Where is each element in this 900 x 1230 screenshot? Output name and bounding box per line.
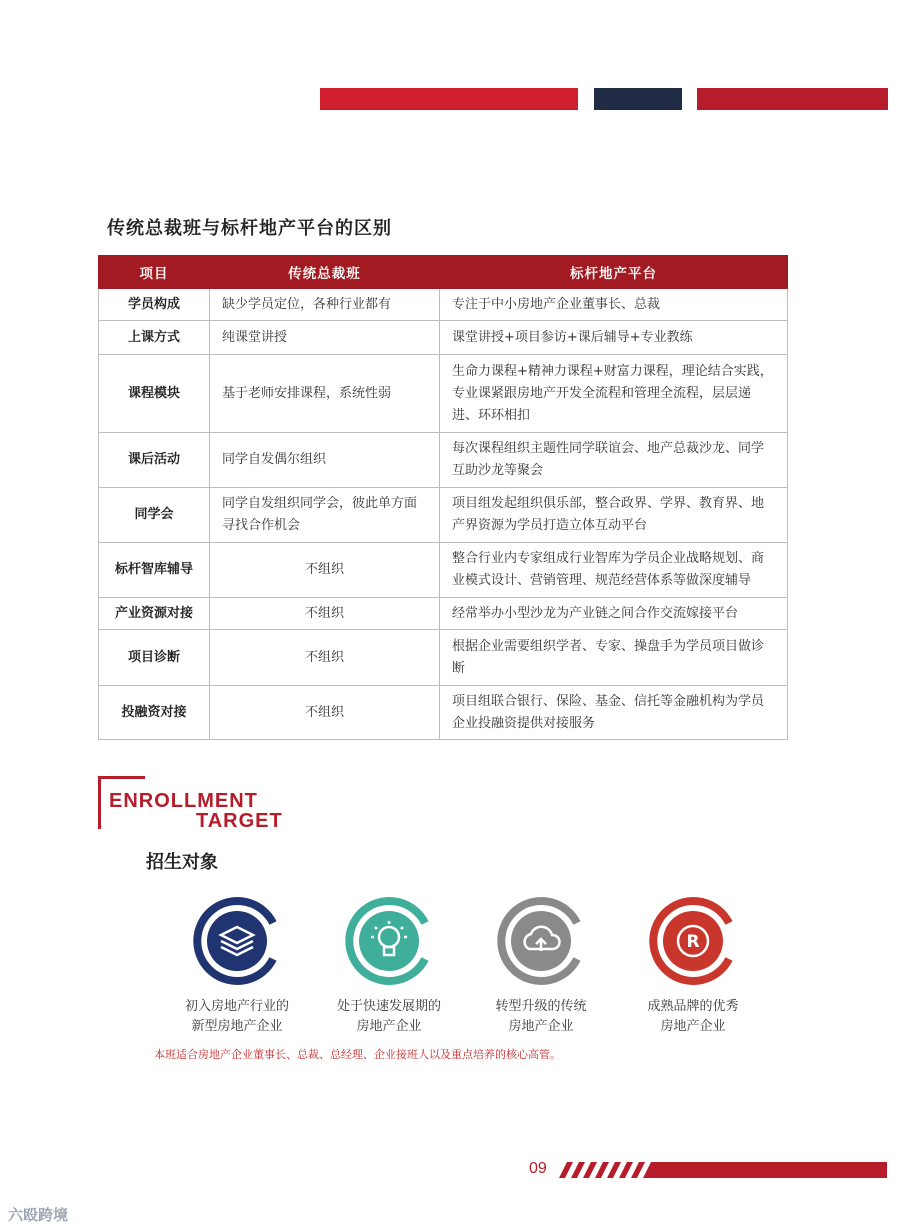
layers-icon	[189, 893, 285, 989]
row-benchmark: 课堂讲授+项目参访+课后辅导+专业教练	[440, 321, 788, 355]
row-benchmark: 项目组发起组织俱乐部，整合政界、学界、教育界、地产界资源为学员打造立体互动平台	[440, 488, 788, 543]
row-traditional: 不组织	[210, 686, 440, 740]
header-bar-red	[320, 88, 578, 110]
row-traditional: 同学自发偶尔组织	[210, 433, 440, 488]
table-header-row	[99, 256, 788, 289]
row-item: 产业资源对接	[99, 598, 210, 630]
row-item: 课程模块	[99, 355, 210, 433]
header-bar-navy	[594, 88, 682, 110]
watermark-text: 六殴跨境	[8, 1206, 69, 1224]
table-row	[99, 598, 788, 630]
enrollment-heading-cn: 招生对象	[146, 852, 218, 873]
target-label-2: 房地产企业	[356, 1019, 422, 1034]
row-traditional: 不组织	[210, 630, 440, 686]
target-label-2: 房地产企业	[508, 1019, 574, 1034]
table-row	[99, 433, 788, 488]
row-traditional: 不组织	[210, 598, 440, 630]
row-benchmark: 生命力课程+精神力课程+财富力课程，理论结合实践，专业课紧跟房地产开发全流程和管理全流程，层层递进、环环相扣	[440, 355, 788, 433]
comparison-table	[98, 255, 788, 740]
row-item: 课后活动	[99, 433, 210, 488]
page-number: 09	[529, 1160, 547, 1177]
header-traditional: 传统总裁班	[210, 256, 440, 289]
table-row	[99, 488, 788, 543]
svg-text:R: R	[686, 932, 700, 952]
target-item	[476, 893, 606, 1037]
row-item: 同学会	[99, 488, 210, 543]
lightbulb-icon	[341, 893, 437, 989]
table-row	[99, 543, 788, 598]
enrollment-heading-en-2: TARGET	[196, 810, 283, 832]
header-item: 项目	[99, 256, 210, 289]
row-traditional: 基于老师安排课程，系统性弱	[210, 355, 440, 433]
section-title: 传统总裁班与标杆地产平台的区别	[107, 218, 392, 239]
enrollment-frame-edge	[98, 776, 101, 828]
target-item	[324, 893, 454, 1037]
enrollment-note: 本班适合房地产企业董事长、总裁、总经理、企业接班人以及重点培养的核心高管。	[154, 1048, 561, 1061]
table-row	[99, 630, 788, 686]
row-benchmark: 每次课程组织主题性同学联谊会、地产总裁沙龙、同学互助沙龙等聚会	[440, 433, 788, 488]
row-item: 标杆智库辅导	[99, 543, 210, 598]
target-label-1: 转型升级的传统	[495, 999, 587, 1014]
target-label-1: 初入房地产行业的	[184, 999, 289, 1014]
table-row	[99, 321, 788, 355]
header-benchmark: 标杆地产平台	[440, 256, 788, 289]
target-label-1: 成熟品牌的优秀	[647, 999, 739, 1014]
row-traditional: 同学自发组织同学会，彼此单方面寻找合作机会	[210, 488, 440, 543]
row-traditional: 纯课堂讲授	[210, 321, 440, 355]
target-item	[628, 893, 758, 1037]
row-traditional: 缺少学员定位，各种行业都有	[210, 289, 440, 321]
table-row	[99, 289, 788, 321]
row-benchmark: 根据企业需要组织学者、专家、操盘手为学员项目做诊断	[440, 630, 788, 686]
footer-stripes	[559, 1162, 655, 1178]
row-item: 学员构成	[99, 289, 210, 321]
cloud-upload-icon	[493, 893, 589, 989]
row-benchmark: 经常举办小型沙龙为产业链之间合作交流嫁接平台	[440, 598, 788, 630]
row-benchmark: 项目组联合银行、保险、基金、信托等金融机构为学员企业投融资提供对接服务	[440, 686, 788, 740]
target-item	[172, 893, 302, 1037]
row-item: 上课方式	[99, 321, 210, 355]
row-benchmark: 专注于中小房地产企业董事长、总裁	[440, 289, 788, 321]
row-item: 投融资对接	[99, 686, 210, 740]
target-label-2: 新型房地产企业	[191, 1019, 283, 1034]
target-label-1: 处于快速发展期的	[336, 999, 441, 1014]
registered-icon	[645, 893, 741, 989]
target-label-2: 房地产企业	[660, 1019, 726, 1034]
table-row	[99, 355, 788, 433]
row-traditional: 不组织	[210, 543, 440, 598]
row-item: 项目诊断	[99, 630, 210, 686]
table-row	[99, 686, 788, 740]
header-bar-red-right	[697, 88, 888, 110]
enrollment-heading-en-1: ENROLLMENT	[109, 790, 258, 812]
footer-bar	[655, 1162, 887, 1178]
row-benchmark: 整合行业内专家组成行业智库为学员企业战略规划、商业模式设计、营销管理、规范经营体系等做深度辅导	[440, 543, 788, 598]
